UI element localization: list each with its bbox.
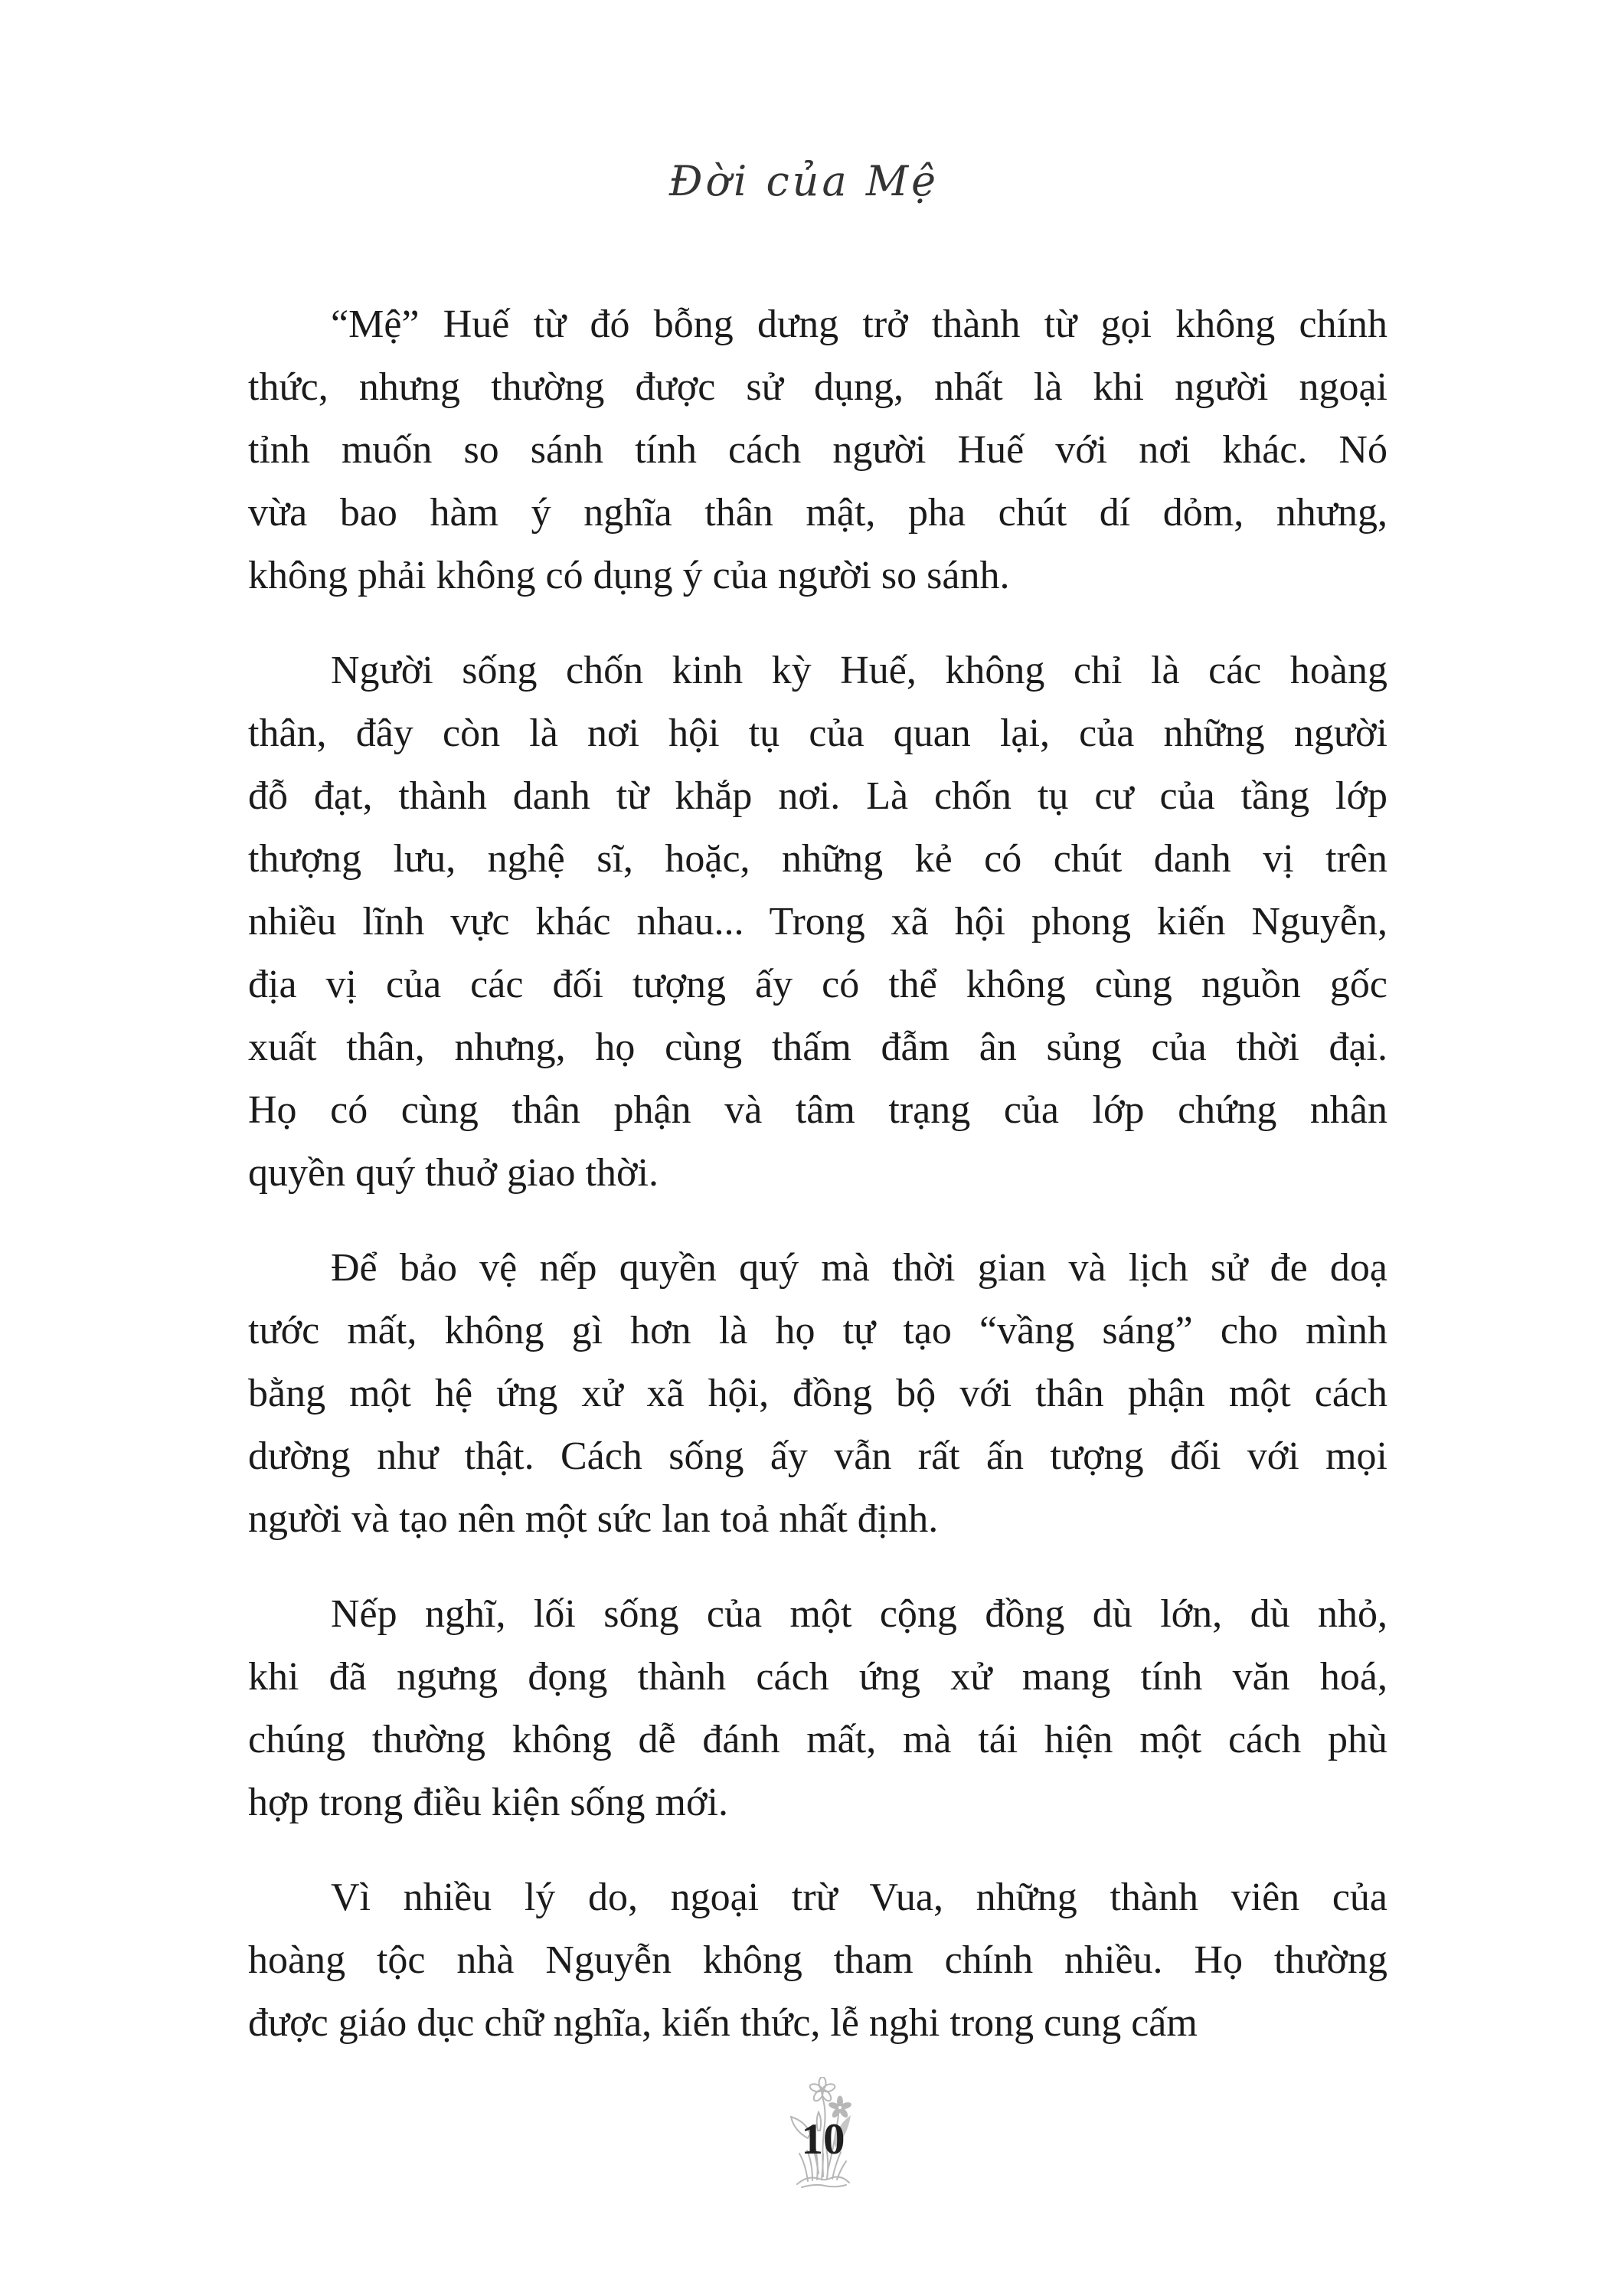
paragraph [248, 293, 1387, 607]
text-line: hoàng tộc nhà Nguyễn không tham chính nhiều. Họ thường [248, 1938, 1387, 1982]
text-line: tước mất, không gì hơn là họ tự tạo “vầng sáng” cho mình [248, 1309, 1387, 1352]
text-line: thân, đây còn là nơi hội tụ của quan lại, của những người [248, 711, 1387, 755]
body-text [248, 293, 1387, 2055]
paragraph [248, 1237, 1387, 1551]
text-line: quyền quý thuở giao thời. [248, 1151, 659, 1195]
text-line: tỉnh muốn so sánh tính cách người Huế với nơi khác. Nó [248, 428, 1387, 472]
paragraph [248, 639, 1387, 1205]
text-line: Họ có cùng thân phận và tâm trạng của lớp chứng nhân [248, 1088, 1387, 1132]
text-line: thức, nhưng thường được sử dụng, nhất là khi người ngoại [248, 365, 1387, 409]
text-line: đỗ đạt, thành danh từ khắp nơi. Là chốn tụ cư của tầng lớp [248, 774, 1387, 818]
text-line: không phải không có dụng ý của người so sánh. [248, 554, 1010, 597]
text-line: hợp trong điều kiện sống mới. [248, 1781, 728, 1824]
text-line: khi đã ngưng đọng thành cách ứng xử mang tính văn hoá, [248, 1655, 1387, 1699]
text-line: vừa bao hàm ý nghĩa thân mật, pha chút dí dỏm, nhưng, [248, 491, 1387, 535]
paragraph [248, 1583, 1387, 1834]
text-line: bằng một hệ ứng xử xã hội, đồng bộ với thân phận một cách [248, 1372, 1387, 1415]
text-line: người và tạo nên một sức lan toả nhất định. [248, 1497, 939, 1541]
text-line: Vì nhiều lý do, ngoại trừ Vua, những thành viên của [331, 1876, 1387, 1919]
text-line: Người sống chốn kinh kỳ Huế, không chỉ là các hoàng [331, 649, 1387, 692]
text-line: “Mệ” Huế từ đó bỗng dưng trở thành từ gọi không chính [331, 303, 1387, 346]
running-header-title: Đời của Mệ [668, 157, 940, 205]
paragraph [248, 1866, 1387, 2055]
page-number: 10 [801, 2115, 845, 2164]
text-line: chúng thường không dễ đánh mất, mà tái hiện một cách phù [248, 1718, 1387, 1761]
text-line: địa vị của các đối tượng ấy có thể không cùng nguồn gốc [248, 963, 1387, 1006]
text-line: Để bảo vệ nếp quyền quý mà thời gian và lịch sử đe doạ [331, 1246, 1387, 1290]
text-line: dường như thật. Cách sống ấy vẫn rất ấn tượng đối với mọi [248, 1434, 1387, 1478]
text-line: được giáo dục chữ nghĩa, kiến thức, lễ nghi trong cung cấm [248, 2001, 1198, 2045]
text-line: nhiều lĩnh vực khác nhau... Trong xã hội phong kiến Nguyễn, [248, 900, 1387, 944]
text-line: thượng lưu, nghệ sĩ, hoặc, những kẻ có chút danh vị trên [248, 837, 1387, 881]
text-line: xuất thân, nhưng, họ cùng thấm đẫm ân sủng của thời đại. [248, 1025, 1387, 1069]
text-line: Nếp nghĩ, lối sống của một cộng đồng dù lớn, dù nhỏ, [331, 1592, 1387, 1636]
page-footer [785, 2077, 861, 2190]
